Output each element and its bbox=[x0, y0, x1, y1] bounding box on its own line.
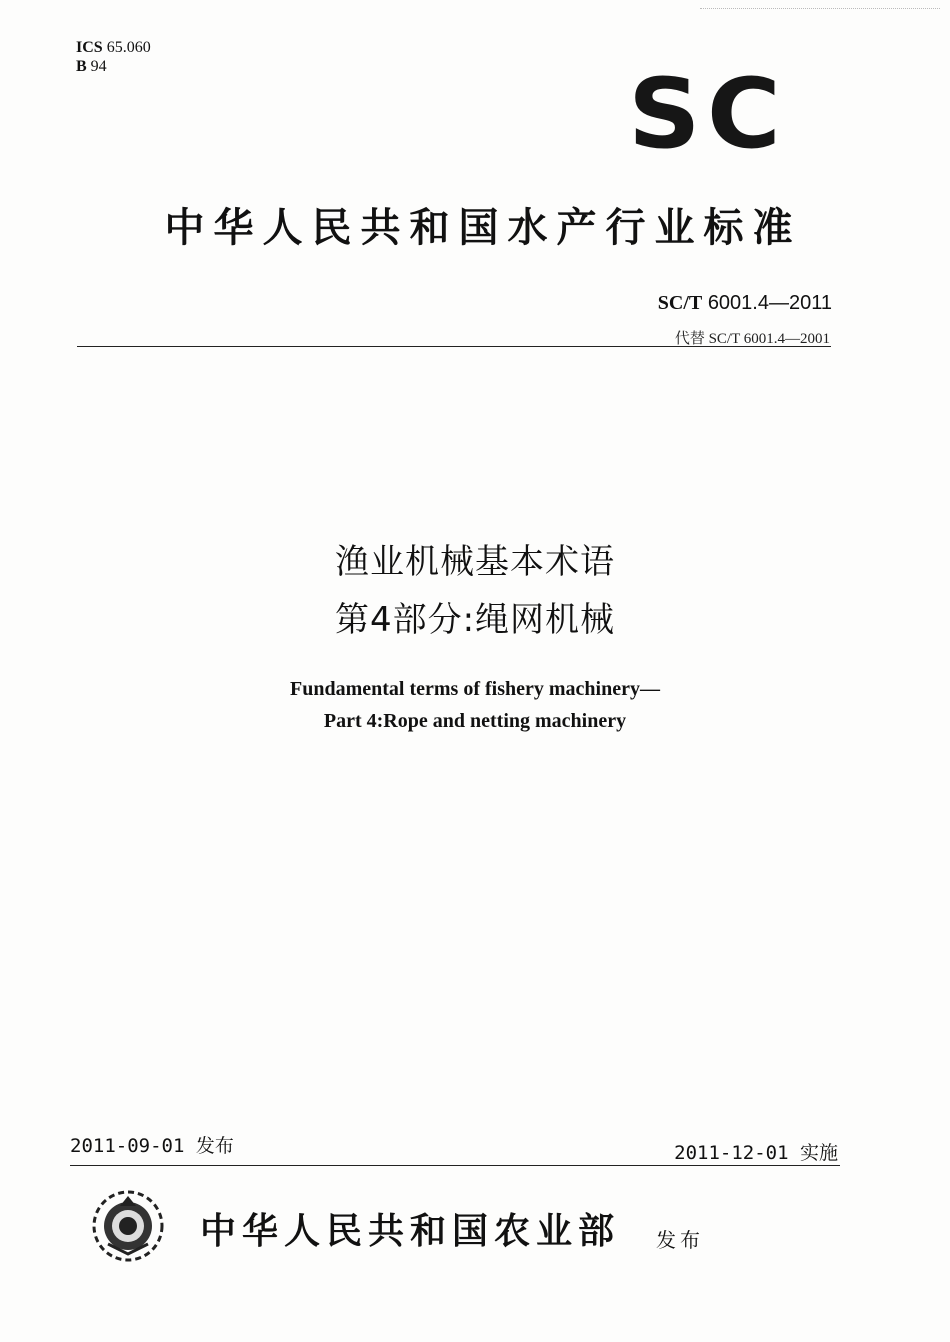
standard-prefix: SC/T bbox=[657, 292, 703, 314]
national-emblem-icon bbox=[90, 1188, 166, 1264]
class-code: 94 bbox=[90, 58, 107, 75]
top-divider bbox=[77, 346, 831, 347]
issued-label: 发布 bbox=[656, 1228, 704, 1252]
sc-logo: SC bbox=[628, 58, 788, 170]
classification-block bbox=[76, 38, 151, 76]
title-en-line2: Part 4:Rope and netting machinery bbox=[323, 710, 627, 732]
ics-line bbox=[76, 38, 151, 57]
standard-code bbox=[658, 292, 832, 315]
class-line bbox=[76, 57, 151, 76]
scan-edge-line bbox=[700, 8, 940, 9]
issuing-ministry: 中华人民共和国农业部 bbox=[200, 1210, 621, 1252]
replaces-note: 代替 SC/T 6001.4—2001 bbox=[674, 331, 830, 347]
ics-code: 65.060 bbox=[106, 39, 151, 56]
organization-title: 中华人民共和国水产行业标准 bbox=[164, 204, 802, 251]
title-en-line1: Fundamental terms of fishery machinery— bbox=[290, 678, 660, 700]
issue-date: 2011-09-01 发布 bbox=[70, 1135, 234, 1157]
standard-number: 6001.4—2011 bbox=[707, 292, 832, 314]
implementation-date: 2011-12-01 实施 bbox=[674, 1142, 838, 1164]
title-cn-line1: 渔业机械基本术语 bbox=[335, 542, 615, 582]
title-cn-line2: 第4部分:绳网机械 bbox=[334, 600, 616, 640]
ics-label: ICS bbox=[76, 39, 103, 56]
class-label: B bbox=[76, 58, 87, 75]
bottom-divider bbox=[70, 1165, 840, 1166]
